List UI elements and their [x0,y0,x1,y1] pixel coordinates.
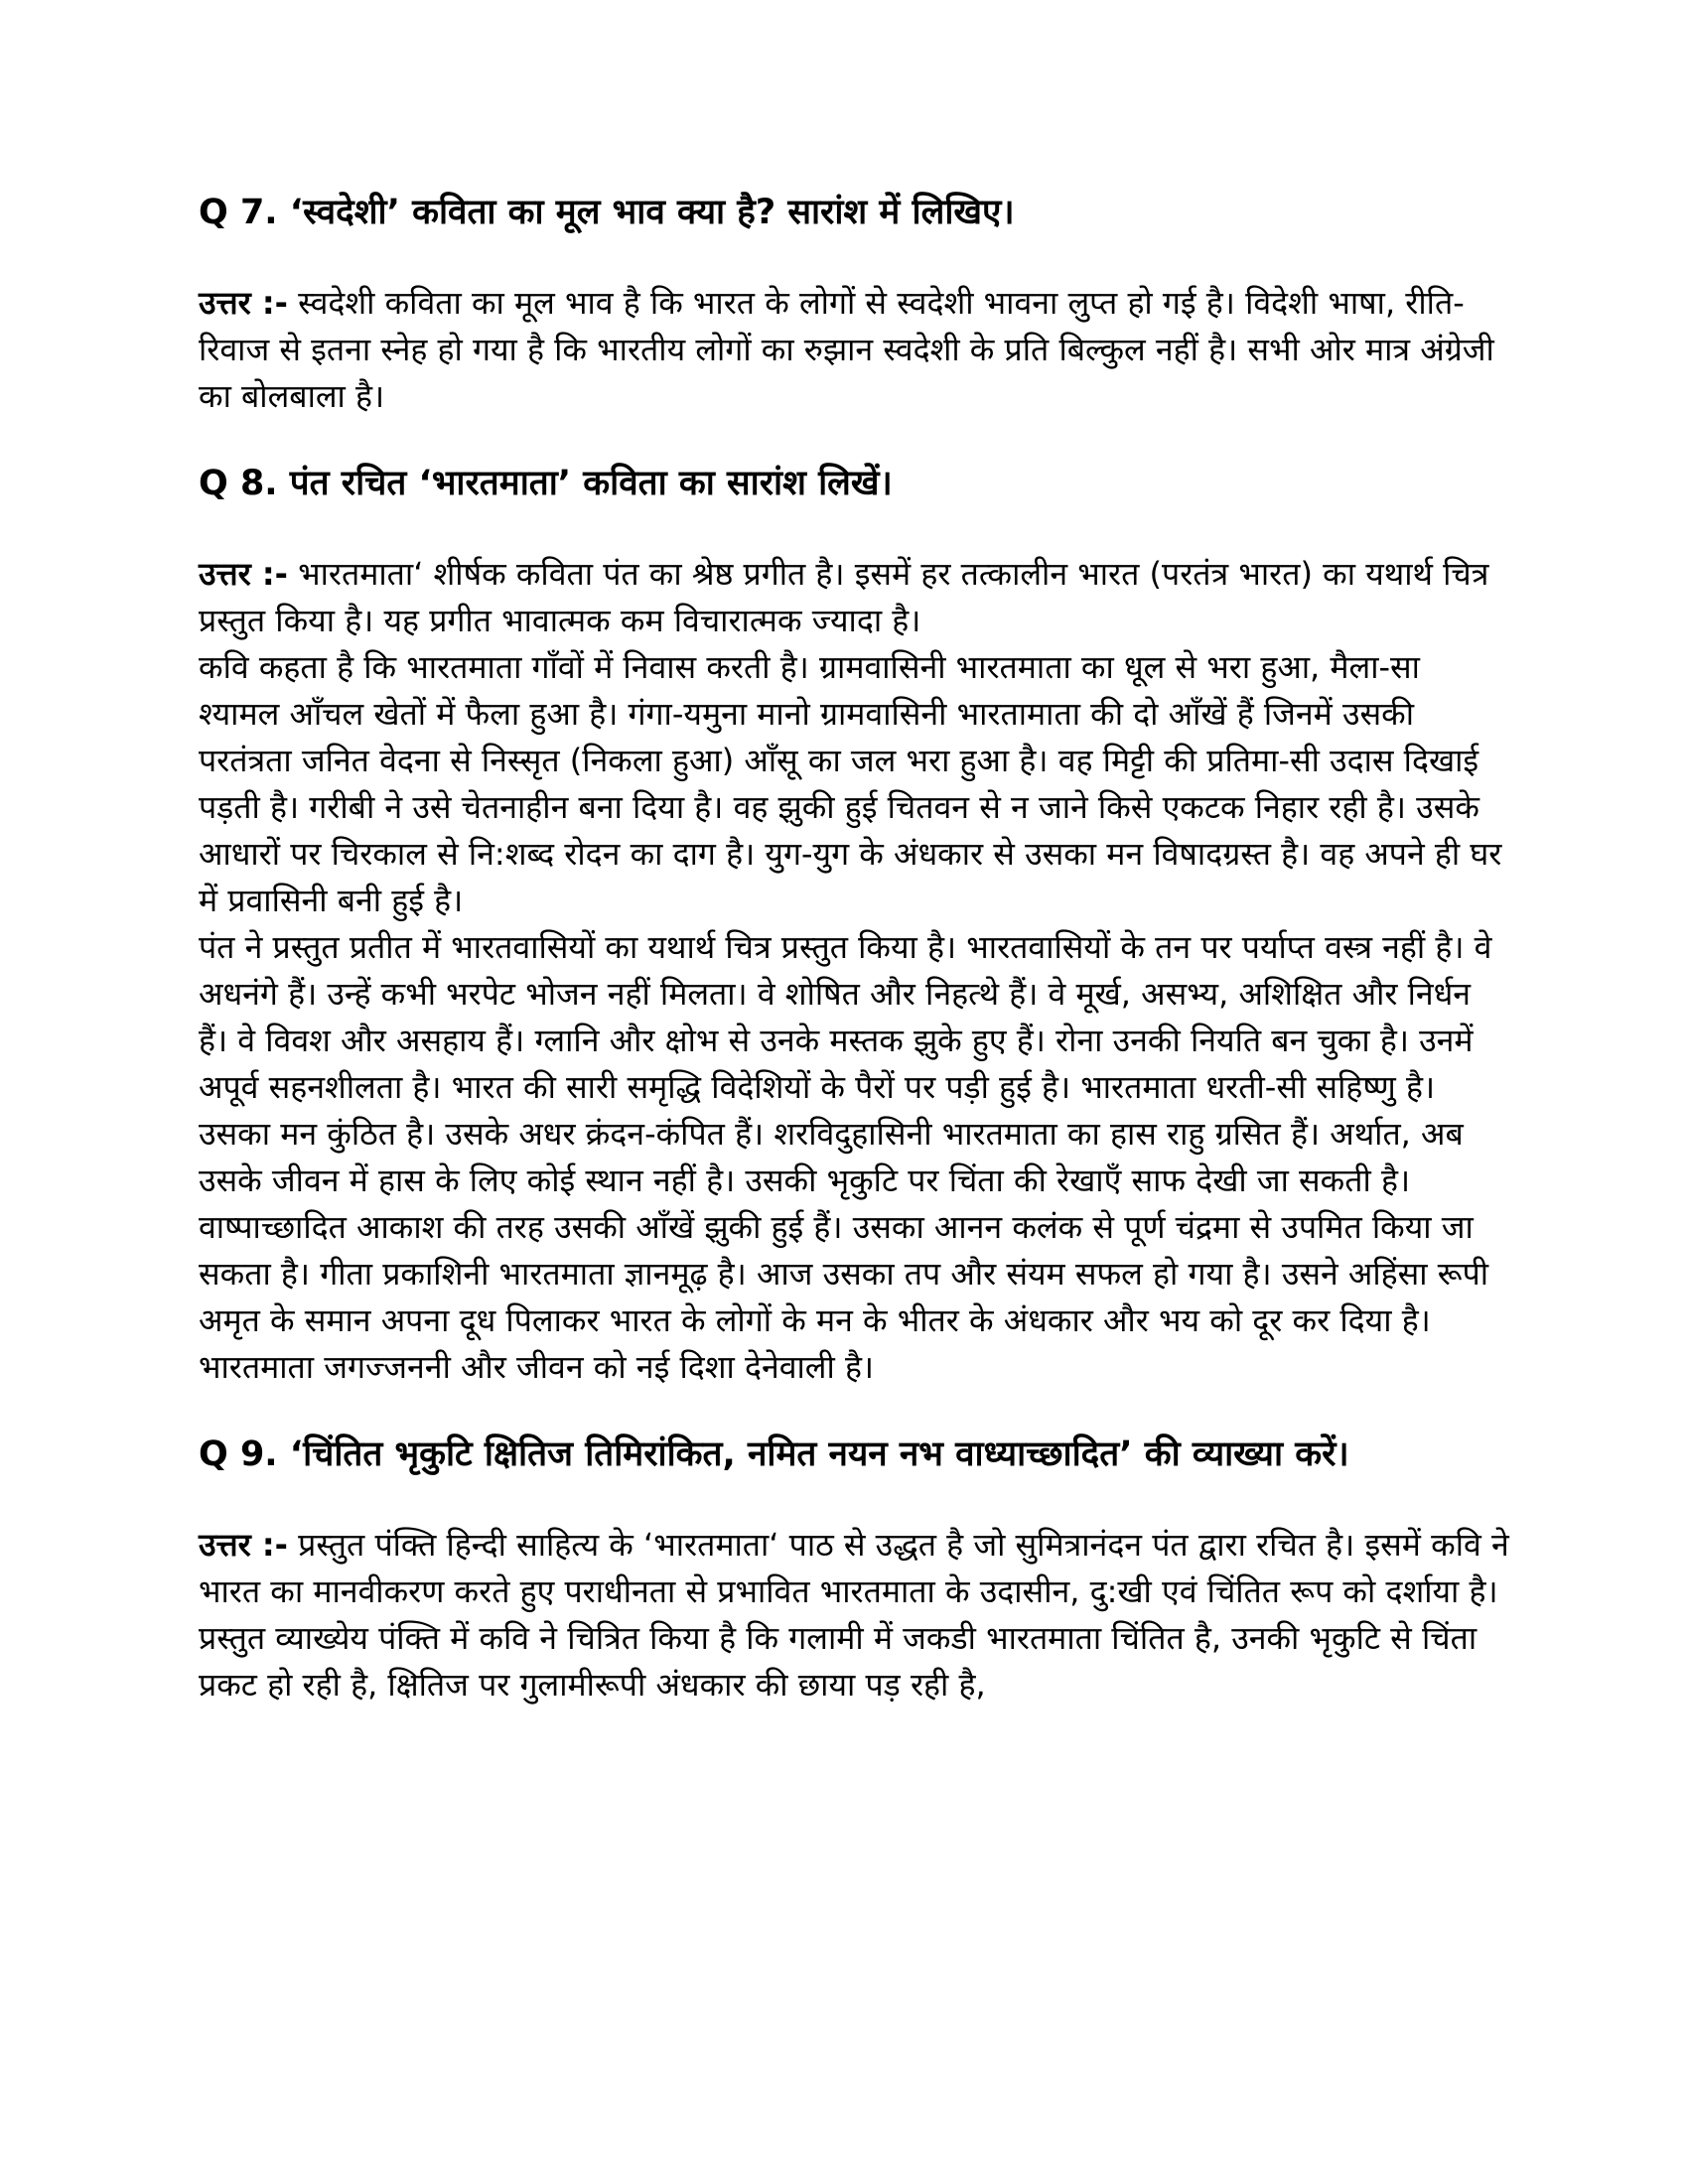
answer-label: उत्तर :- [199,284,288,322]
document-page [199,189,1509,1748]
qa-block-8 [199,460,1509,1391]
answer-paragraph: कवि कहता है कि भारतमाता गाँवों में निवास करती है। ग्रामवासिनी भारतमाता का धूल से भरा हुआ, मैला-सा श्यामल आँचल खेतों में फैला हुआ है। गंगा-यमुना मानो ग्रामवासिनी भारतामाता की दो आँखें हैं जिनमें उसकी परतंत्रता जनित वेदना से निस्सृत (निकला हुआ) आँसू का जल भरा हुआ है। वह मिट्टी की प्रतिमा-सी उदास दिखाई पड़ती है। गरीबी ने उसे चेतनाहीन बना दिया है। वह झुकी हुई चितवन से न जाने किसे एकटक निहार रही है। उसके आधारों पर चिरकाल से नि:शब्द रोदन का दाग है। युग-युग के अंधकार से उसका मन विषादग्रस्त है। वह अपने ही घर में प्रवासिनी बनी हुई है। [199,648,1502,919]
answer-paragraph [199,1522,1509,1615]
answer-paragraph [199,551,1509,644]
answer-body [199,1522,1509,1708]
answer-body [199,280,1509,420]
answer-text: भारतमाता‘ शीर्षक कविता पंत का श्रेष्ठ प्रगीत है। इसमें हर तत्कालीन भारत (परतंत्र भारत) का यथार्थ चित्र प्रस्तुत किया है। यह प्रगीत भावात्मक कम विचारात्मक ज्यादा है। [199,555,1489,639]
question-heading: Q 8. पंत रचित ‘भारतमाता’ कविता का सारांश लिखें। [199,464,893,503]
qa-block-7 [199,189,1509,420]
answer-label: उत्तर :- [199,1526,288,1564]
answer-text: प्रस्तुत पंक्ति हिन्दी साहित्य के ‘भारतमाता‘ पाठ से उद्धत है जो सुमित्रानंदन पंत द्वारा रचित है। इसमें कवि ने भारत का मानवीकरण करते हुए पराधीनता से प्रभावित भारतमाता के उदासीन, दु:खी एवं चिंतित रूप को दर्शाया है। [199,1526,1509,1610]
answer-text: स्वदेशी कविता का मूल भाव है कि भारत के लोगों से स्वदेशी भावना लुप्त हो गई है। विदेशी भाषा, रीति-रिवाज से इतना स्नेह हो गया है कि भारतीय लोगों का रुझान स्वदेशी के प्रति बिल्कुल नहीं है। सभी ओर मात्र अंग्रेजी का बोलबाला है। [199,284,1494,415]
answer-paragraph [199,280,1509,420]
question-heading: Q 9. ‘चिंतित भृकुटि क्षितिज तिमिरांकित, नमित नयन नभ वाध्याच्छादित’ की व्याख्या करें। [199,1434,1349,1474]
answer-paragraph: प्रस्तुत व्याख्येय पंक्ति में कवि ने चित्रित किया है कि गलामी में जकडी भारतमाता चिंतित है, उनकी भृकुटि से चिंता प्रकट हो रही है, क्षितिज पर गुलामीरूपी अंधकार की छाया पड़ रही है, [199,1619,1477,1704]
qa-block-9 [199,1431,1509,1708]
answer-paragraph: पंत ने प्रस्तुत प्रतीत में भारतवासियों का यथार्थ चित्र प्रस्तुत किया है। भारतवासियों के तन पर पर्याप्त वस्त्र नहीं है। वे अधनंगे हैं। उन्हें कभी भरपेट भोजन नहीं मिलता। वे शोषित और निहत्थे हैं। वे मूर्ख, असभ्य, अशिक्षित और निर्धन हैं। वे विवश और असहाय हैं। ग्लानि और क्षोभ से उनके मस्तक झुके हुए हैं। रोना उनकी नियति बन चुका है। उनमें अपूर्व सहनशीलता है। भारत की सारी समृद्धि विदेशियों के पैरों पर पड़ी हुई है। भारतमाता धरती-सी सहिष्णु है। उसका मन कुंठित है। उसके अधर क्रंदन-कंपित हैं। शरविदुहासिनी भारतमाता का हास राहु ग्रसित हैं। अर्थात, अब उसके जीवन में हास के लिए कोई स्थान नहीं है। उसकी भृकुटि पर चिंता की रेखाएँ साफ देखी जा सकती है। वाष्पाच्छादित आकाश की तरह उसकी आँखें झुकी हुई हैं। उसका आनन कलंक से पूर्ण चंद्रमा से उपमित किया जा सकता है। गीता प्रकाशिनी भारतमाता ज्ञानमूढ़ है। आज उसका तप और संयम सफल हो गया है। उसने अहिंसा रूपी अमृत के समान अपना दूध पिलाकर भारत के लोगों के मन के भीतर के अंधकार और भय को दूर कर दिया है। भारतमाता जगज्जननी और जीवन को नई दिशा देनेवाली है। [199,928,1492,1386]
answer-body [199,551,1509,1391]
answer-label: उत्तर :- [199,555,288,593]
question-heading: Q 7. ‘स्वदेशी’ कविता का मूल भाव क्या है? सारांश में लिखिए। [199,193,1015,232]
